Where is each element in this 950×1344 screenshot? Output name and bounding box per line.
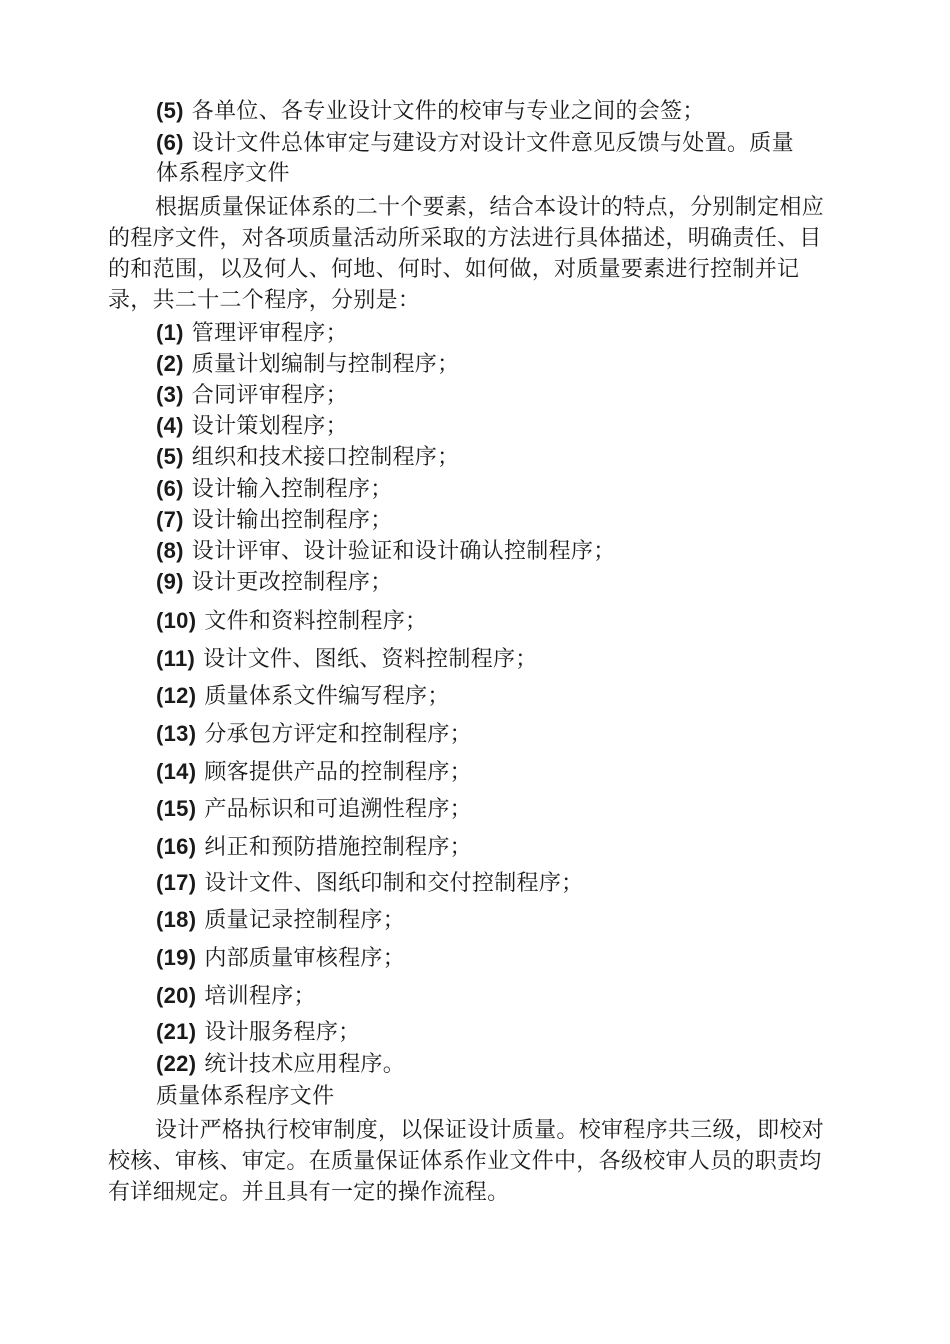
intro-paragraph: 根据质量保证体系的二十个要素，结合本设计的特点，分别制定相应的程序文件，对各项质量活动所采取的方法进行具体描述，明确责任、目的和范围，以及何人、何地、何时、如何做，对质量要素进行控制并记录，共二十二个程序，分别是：: [108, 195, 825, 313]
list-item: [156, 905, 405, 936]
item-number: (21): [156, 1019, 197, 1044]
list-item: [156, 442, 459, 473]
item-number: (15): [156, 796, 197, 821]
list-item: [156, 1049, 405, 1080]
top-item-6: [156, 128, 794, 159]
item-text: 产品标识和可追溯性程序；: [204, 797, 472, 822]
item-text: 合同评审程序；: [191, 383, 348, 408]
top-item-5: [156, 96, 705, 127]
item-number: (8): [156, 538, 184, 563]
item-number: (16): [156, 834, 197, 859]
item-text: 组织和技术接口控制程序；: [191, 445, 460, 470]
item-text: 质量计划编制与控制程序；: [191, 352, 460, 377]
item-number: (5): [156, 98, 184, 123]
item-number: (14): [156, 759, 197, 784]
list-item: [156, 380, 348, 411]
item-text: 顾客提供产品的控制程序；: [204, 760, 472, 785]
item-number: (5): [156, 444, 184, 469]
item-number: (1): [156, 320, 184, 345]
item-number: (2): [156, 351, 184, 376]
item-text: 质量记录控制程序；: [204, 908, 406, 933]
list-item: [156, 505, 393, 536]
list-item: [156, 349, 459, 380]
item-number: (4): [156, 413, 184, 438]
section-heading: 质量体系程序文件: [156, 1084, 335, 1109]
item-number: (6): [156, 476, 184, 501]
item-text: 设计输出控制程序；: [191, 508, 393, 533]
item-number: (7): [156, 507, 184, 532]
item-text: 质量体系文件编写程序；: [204, 684, 450, 709]
list-item: [156, 411, 348, 442]
list-item: [156, 681, 450, 712]
item-number: (18): [156, 907, 197, 932]
list-item: [156, 606, 427, 637]
item-number: (20): [156, 983, 197, 1008]
item-number: (13): [156, 721, 197, 746]
list-item: [156, 943, 405, 974]
item-text: 设计策划程序；: [191, 414, 348, 439]
item-text: 文件和资料控制程序；: [204, 609, 428, 634]
list-item: [156, 832, 472, 863]
item-text: 分承包方评定和控制程序；: [204, 722, 472, 747]
item-number: (17): [156, 870, 197, 895]
item-text: 设计文件总体审定与建设方对设计文件意见反馈与处置。质量: [191, 131, 794, 156]
closing-paragraph: 设计严格执行校审制度，以保证设计质量。校审程序共三级，即校对校核、审核、审定。在质量保证体系作业文件中，各级校审人员的职责均有详细规定。并且具有一定的操作流程。: [108, 1118, 825, 1205]
list-item: [156, 318, 348, 349]
list-item: [156, 794, 472, 825]
list-item: [156, 567, 393, 598]
item-text: 内部质量审核程序；: [204, 946, 406, 971]
list-item: [156, 757, 472, 788]
list-item: [156, 868, 583, 899]
item-text: 设计服务程序；: [204, 1020, 361, 1045]
list-item: [156, 981, 316, 1012]
item-text: 统计技术应用程序。: [204, 1052, 406, 1077]
item-number: (11): [156, 646, 196, 671]
item-text: 培训程序；: [204, 984, 316, 1009]
item-number: (9): [156, 569, 184, 594]
list-item: [156, 1017, 360, 1048]
item-number: (3): [156, 382, 184, 407]
top-item-continuation: 体系程序文件: [156, 161, 290, 186]
item-number: (12): [156, 683, 197, 708]
item-text: 设计评审、设计验证和设计确认控制程序；: [191, 539, 616, 564]
item-text: 纠正和预防措施控制程序；: [204, 835, 472, 860]
list-item: [156, 719, 472, 750]
item-text: 设计更改控制程序；: [191, 570, 393, 595]
list-item: [156, 536, 616, 567]
item-text: 设计文件、图纸、资料控制程序；: [203, 647, 538, 672]
list-item: [156, 644, 538, 675]
item-text: 设计输入控制程序；: [191, 477, 393, 502]
item-number: (22): [156, 1051, 197, 1076]
item-number: (19): [156, 945, 197, 970]
item-text: 各单位、各专业设计文件的校审与专业之间的会签；: [191, 99, 705, 124]
item-number: (10): [156, 608, 197, 633]
item-text: 设计文件、图纸印制和交付控制程序；: [204, 871, 584, 896]
item-text: 管理评审程序；: [191, 321, 348, 346]
item-number: (6): [156, 130, 184, 155]
list-item: [156, 474, 393, 505]
